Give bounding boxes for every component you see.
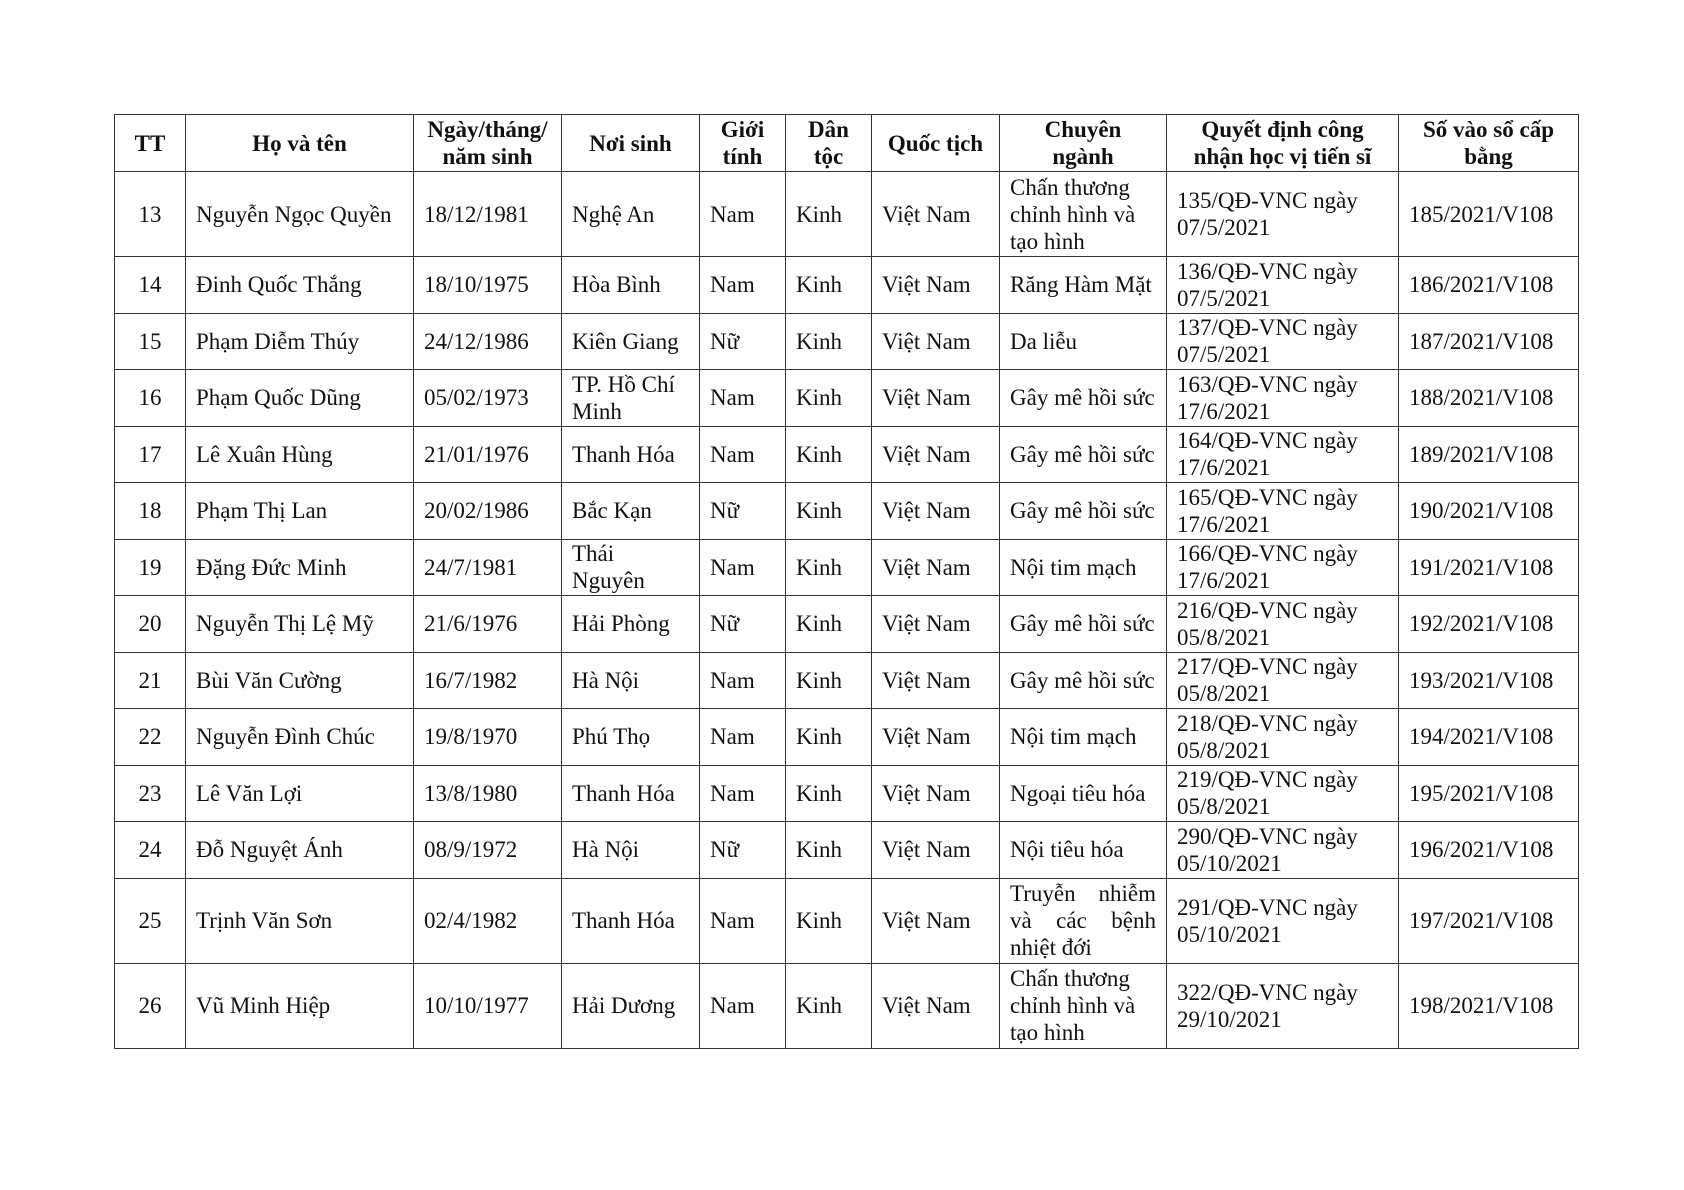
table-header-row: [115, 115, 1579, 172]
cell-nationality: Việt Nam: [872, 257, 1000, 314]
cell-major: Gây mê hồi sức: [1000, 652, 1167, 709]
cell-nationality: Việt Nam: [872, 539, 1000, 596]
cell-ethnicity: Kinh: [786, 313, 872, 370]
cell-tt: 14: [115, 257, 186, 314]
cell-decision: 322/QĐ-VNC ngày 29/10/2021: [1167, 963, 1399, 1048]
cell-dob: 24/12/1986: [414, 313, 562, 370]
cell-birthplace: Nghệ An: [562, 172, 700, 257]
cell-ethnicity: Kinh: [786, 172, 872, 257]
cell-gender: Nữ: [700, 313, 786, 370]
header-name: Họ và tên: [186, 115, 414, 172]
cell-book-no: 193/2021/V108: [1399, 652, 1579, 709]
cell-ethnicity: Kinh: [786, 652, 872, 709]
cell-name: Đặng Đức Minh: [186, 539, 414, 596]
cell-gender: Nam: [700, 765, 786, 822]
table-body: [115, 172, 1579, 1049]
cell-name: Vũ Minh Hiệp: [186, 963, 414, 1048]
cell-decision: 163/QĐ-VNC ngày 17/6/2021: [1167, 370, 1399, 427]
cell-birthplace: Bắc Kạn: [562, 483, 700, 540]
cell-nationality: Việt Nam: [872, 709, 1000, 766]
cell-name: Nguyễn Đình Chúc: [186, 709, 414, 766]
cell-major: Nội tim mạch: [1000, 539, 1167, 596]
table-row: [115, 596, 1579, 653]
cell-name: Trịnh Văn Sơn: [186, 878, 414, 963]
cell-tt: 21: [115, 652, 186, 709]
cell-tt: 26: [115, 963, 186, 1048]
table-row: [115, 257, 1579, 314]
cell-dob: 18/10/1975: [414, 257, 562, 314]
cell-name: Nguyễn Ngọc Quyền: [186, 172, 414, 257]
cell-name: Phạm Quốc Dũng: [186, 370, 414, 427]
cell-gender: Nam: [700, 370, 786, 427]
cell-book-no: 198/2021/V108: [1399, 963, 1579, 1048]
cell-nationality: Việt Nam: [872, 822, 1000, 879]
cell-tt: 19: [115, 539, 186, 596]
table-row: [115, 483, 1579, 540]
header-ethnicity: Dân tộc: [786, 115, 872, 172]
cell-major: Gây mê hồi sức: [1000, 370, 1167, 427]
cell-dob: 18/12/1981: [414, 172, 562, 257]
cell-dob: 19/8/1970: [414, 709, 562, 766]
cell-nationality: Việt Nam: [872, 652, 1000, 709]
cell-birthplace: Thái Nguyên: [562, 539, 700, 596]
cell-decision: 165/QĐ-VNC ngày 17/6/2021: [1167, 483, 1399, 540]
cell-major: Chấn thương chỉnh hình và tạo hình: [1000, 172, 1167, 257]
cell-nationality: Việt Nam: [872, 596, 1000, 653]
cell-dob: 21/6/1976: [414, 596, 562, 653]
cell-dob: 16/7/1982: [414, 652, 562, 709]
header-dob: Ngày/tháng/ năm sinh: [414, 115, 562, 172]
cell-tt: 15: [115, 313, 186, 370]
cell-tt: 18: [115, 483, 186, 540]
cell-book-no: 196/2021/V108: [1399, 822, 1579, 879]
cell-ethnicity: Kinh: [786, 426, 872, 483]
cell-dob: 21/01/1976: [414, 426, 562, 483]
cell-ethnicity: Kinh: [786, 596, 872, 653]
cell-tt: 23: [115, 765, 186, 822]
cell-gender: Nam: [700, 539, 786, 596]
cell-dob: 10/10/1977: [414, 963, 562, 1048]
cell-birthplace: Hà Nội: [562, 652, 700, 709]
cell-ethnicity: Kinh: [786, 963, 872, 1048]
cell-ethnicity: Kinh: [786, 257, 872, 314]
cell-gender: Nam: [700, 963, 786, 1048]
cell-birthplace: Hà Nội: [562, 822, 700, 879]
cell-tt: 16: [115, 370, 186, 427]
header-major: Chuyên ngành: [1000, 115, 1167, 172]
cell-decision: 164/QĐ-VNC ngày 17/6/2021: [1167, 426, 1399, 483]
cell-ethnicity: Kinh: [786, 822, 872, 879]
cell-name: Lê Văn Lợi: [186, 765, 414, 822]
cell-dob: 05/02/1973: [414, 370, 562, 427]
cell-decision: 291/QĐ-VNC ngày 05/10/2021: [1167, 878, 1399, 963]
cell-book-no: 187/2021/V108: [1399, 313, 1579, 370]
cell-ethnicity: Kinh: [786, 765, 872, 822]
cell-decision: 218/QĐ-VNC ngày 05/8/2021: [1167, 709, 1399, 766]
cell-decision: 219/QĐ-VNC ngày 05/8/2021: [1167, 765, 1399, 822]
cell-dob: 08/9/1972: [414, 822, 562, 879]
cell-book-no: 197/2021/V108: [1399, 878, 1579, 963]
cell-birthplace: Thanh Hóa: [562, 426, 700, 483]
cell-book-no: 186/2021/V108: [1399, 257, 1579, 314]
table-row: [115, 172, 1579, 257]
cell-gender: Nam: [700, 878, 786, 963]
cell-decision: 217/QĐ-VNC ngày 05/8/2021: [1167, 652, 1399, 709]
cell-gender: Nam: [700, 257, 786, 314]
cell-gender: Nam: [700, 709, 786, 766]
cell-major: Răng Hàm Mặt: [1000, 257, 1167, 314]
cell-book-no: 188/2021/V108: [1399, 370, 1579, 427]
cell-name: Lê Xuân Hùng: [186, 426, 414, 483]
cell-decision: 137/QĐ-VNC ngày 07/5/2021: [1167, 313, 1399, 370]
cell-major: Truyễn nhiễm và các bệnh nhiệt đới: [1000, 878, 1167, 963]
cell-nationality: Việt Nam: [872, 426, 1000, 483]
cell-birthplace: Kiên Giang: [562, 313, 700, 370]
cell-birthplace: Phú Thọ: [562, 709, 700, 766]
cell-major: Nội tiêu hóa: [1000, 822, 1167, 879]
cell-major: Gây mê hồi sức: [1000, 483, 1167, 540]
cell-name: Phạm Diễm Thúy: [186, 313, 414, 370]
cell-nationality: Việt Nam: [872, 370, 1000, 427]
cell-birthplace: Hải Dương: [562, 963, 700, 1048]
cell-decision: 216/QĐ-VNC ngày 05/8/2021: [1167, 596, 1399, 653]
cell-name: Nguyễn Thị Lệ Mỹ: [186, 596, 414, 653]
header-nationality: Quốc tịch: [872, 115, 1000, 172]
cell-birthplace: Thanh Hóa: [562, 878, 700, 963]
cell-nationality: Việt Nam: [872, 963, 1000, 1048]
cell-gender: Nam: [700, 172, 786, 257]
table-row: [115, 313, 1579, 370]
table-row: [115, 370, 1579, 427]
cell-birthplace: Thanh Hóa: [562, 765, 700, 822]
header-tt: TT: [115, 115, 186, 172]
cell-book-no: 192/2021/V108: [1399, 596, 1579, 653]
table-row: [115, 426, 1579, 483]
cell-decision: 166/QĐ-VNC ngày 17/6/2021: [1167, 539, 1399, 596]
cell-tt: 24: [115, 822, 186, 879]
cell-name: Đinh Quốc Thắng: [186, 257, 414, 314]
cell-major: Da liễu: [1000, 313, 1167, 370]
cell-nationality: Việt Nam: [872, 172, 1000, 257]
cell-tt: 13: [115, 172, 186, 257]
cell-dob: 20/02/1986: [414, 483, 562, 540]
cell-ethnicity: Kinh: [786, 709, 872, 766]
cell-dob: 02/4/1982: [414, 878, 562, 963]
cell-nationality: Việt Nam: [872, 313, 1000, 370]
doctorate-table: [114, 114, 1579, 1049]
cell-name: Đỗ Nguyệt Ánh: [186, 822, 414, 879]
cell-decision: 136/QĐ-VNC ngày 07/5/2021: [1167, 257, 1399, 314]
table-row: [115, 709, 1579, 766]
table-row: [115, 878, 1579, 963]
cell-birthplace: TP. Hồ Chí Minh: [562, 370, 700, 427]
cell-birthplace: Hải Phòng: [562, 596, 700, 653]
cell-decision: 135/QĐ-VNC ngày 07/5/2021: [1167, 172, 1399, 257]
cell-book-no: 185/2021/V108: [1399, 172, 1579, 257]
cell-major: Chấn thương chỉnh hình và tạo hình: [1000, 963, 1167, 1048]
cell-name: Phạm Thị Lan: [186, 483, 414, 540]
table-row: [115, 963, 1579, 1048]
cell-major: Gây mê hồi sức: [1000, 426, 1167, 483]
cell-ethnicity: Kinh: [786, 483, 872, 540]
cell-book-no: 190/2021/V108: [1399, 483, 1579, 540]
header-birthplace: Nơi sinh: [562, 115, 700, 172]
header-book-no: Số vào sổ cấp bằng: [1399, 115, 1579, 172]
cell-dob: 13/8/1980: [414, 765, 562, 822]
cell-tt: 25: [115, 878, 186, 963]
cell-ethnicity: Kinh: [786, 539, 872, 596]
cell-gender: Nữ: [700, 596, 786, 653]
cell-tt: 22: [115, 709, 186, 766]
cell-name: Bùi Văn Cường: [186, 652, 414, 709]
cell-dob: 24/7/1981: [414, 539, 562, 596]
cell-gender: Nam: [700, 652, 786, 709]
cell-gender: Nữ: [700, 822, 786, 879]
cell-tt: 17: [115, 426, 186, 483]
header-decision: Quyết định công nhận học vị tiến sĩ: [1167, 115, 1399, 172]
cell-book-no: 195/2021/V108: [1399, 765, 1579, 822]
header-gender: Giới tính: [700, 115, 786, 172]
table-row: [115, 765, 1579, 822]
cell-book-no: 189/2021/V108: [1399, 426, 1579, 483]
cell-nationality: Việt Nam: [872, 483, 1000, 540]
cell-birthplace: Hòa Bình: [562, 257, 700, 314]
cell-major: Nội tim mạch: [1000, 709, 1167, 766]
cell-gender: Nam: [700, 426, 786, 483]
table-row: [115, 539, 1579, 596]
cell-major: Ngoại tiêu hóa: [1000, 765, 1167, 822]
cell-ethnicity: Kinh: [786, 370, 872, 427]
cell-book-no: 194/2021/V108: [1399, 709, 1579, 766]
cell-nationality: Việt Nam: [872, 765, 1000, 822]
cell-tt: 20: [115, 596, 186, 653]
cell-book-no: 191/2021/V108: [1399, 539, 1579, 596]
table-row: [115, 822, 1579, 879]
cell-decision: 290/QĐ-VNC ngày 05/10/2021: [1167, 822, 1399, 879]
cell-nationality: Việt Nam: [872, 878, 1000, 963]
table-row: [115, 652, 1579, 709]
cell-ethnicity: Kinh: [786, 878, 872, 963]
cell-gender: Nữ: [700, 483, 786, 540]
cell-major: Gây mê hồi sức: [1000, 596, 1167, 653]
